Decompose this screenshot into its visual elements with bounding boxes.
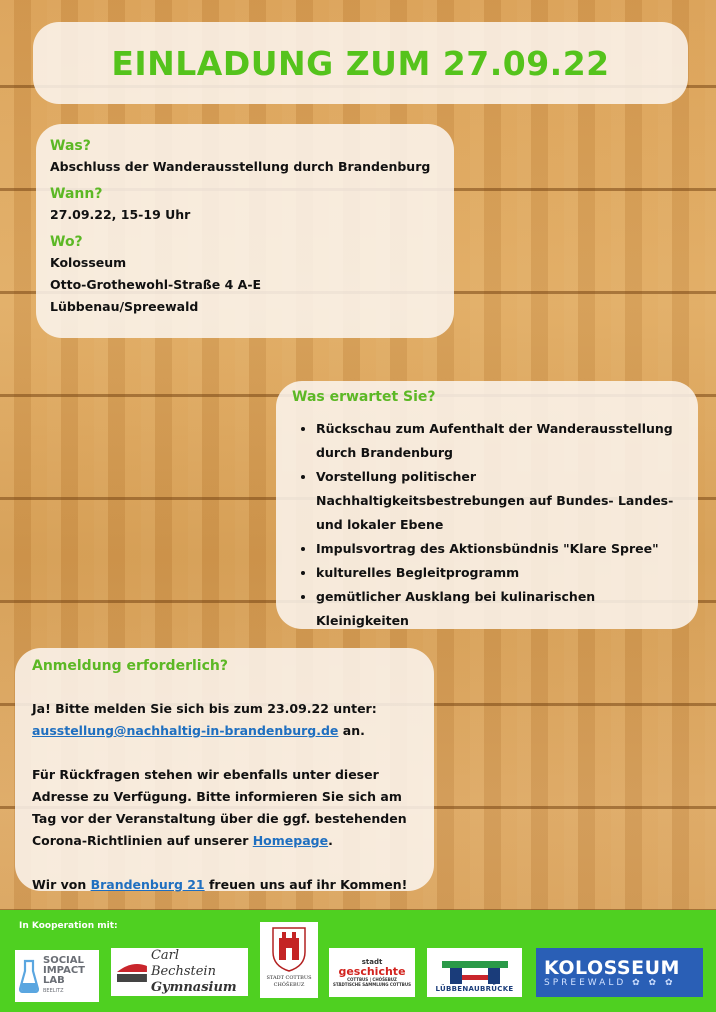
email-suffix: an. [338,723,365,738]
registration-line: Ja! Bitte melden Sie sich bis zum 23.09.22 unter: [32,701,377,716]
questions-text [32,764,417,852]
bridge-icon [440,959,510,985]
list-item: • Rückschau zum Aufenthalt der Wanderausstellung durch Brandenburg [316,417,682,465]
where-block [50,232,440,318]
list-item: • Impulsvortrag des Aktionsbündnis "Klare Spree" [316,537,682,561]
title-panel [33,22,688,104]
carl-bechstein-logo: Carl Bechstein Gymnasium [111,948,248,996]
social-impact-lab-logo: SOCIAL IMPACT LAB BEELITZ [15,950,99,1002]
flask-icon [19,959,39,993]
page-title: EINLADUNG ZUM 27.09.22 [111,43,610,83]
closing-end: freuen uns auf ihr Kommen! [204,877,408,892]
email-link[interactable]: ausstellung@nachhaltig-in-brandenburg.de [32,723,339,738]
kolosseum-spreewald-logo: KOLOSSEUM SPREEWALD ✿ ✿ ✿ [536,948,703,997]
closing-text [32,874,417,896]
cooperation-label: In Kooperation mit: [19,921,118,931]
registration-heading: Anmeldung erforderlich? [32,658,228,674]
where-line: Lübbenau/Spreewald [50,299,199,314]
event-info-panel [36,124,454,338]
star-icon: ✿ ✿ ✿ [632,977,676,988]
when-label: Wann? [50,186,103,202]
list-item: • Vorstellung politischer Nachhaltigkeitsbestrebungen auf Bundes- Landes- und lokaler Ebene [316,465,682,537]
list-item: • kulturelles Begleitprogramm [316,561,682,585]
registration-text [32,698,417,742]
expectations-list [292,417,682,633]
what-label: Was? [50,138,91,154]
expectations-panel [276,381,698,629]
brandenburg21-link[interactable]: Brandenburg 21 [90,877,205,892]
bechstein-emblem-icon [117,962,147,982]
coat-of-arms-icon [271,926,307,972]
where-line: Kolosseum [50,255,127,270]
closing-start: Wir von [32,877,91,892]
when-block [50,184,440,226]
stadtgeschichte-logo: stadt geschichte COTTBUS | CHÓŠEBUZ STÄDTISCHE SAMMLUNG COTTBUS [329,948,415,997]
where-label: Wo? [50,234,83,250]
questions-end: . [328,833,333,848]
what-block [50,136,440,178]
luebbenaubruecke-logo: LÜBBENAUBRÜCKE [427,948,522,997]
where-line: Otto-Grothewohl-Straße 4 A-E [50,277,262,292]
registration-panel [15,648,434,891]
list-item: • gemütlicher Ausklang bei kulinarischen Kleinigkeiten [316,585,682,633]
what-text: Abschluss der Wanderausstellung durch Brandenburg [50,159,431,174]
stadt-cottbus-logo: STADT COTTBUS CHÓŠEBUZ [260,922,318,998]
expectations-heading: Was erwartet Sie? [292,389,436,405]
when-text: 27.09.22, 15-19 Uhr [50,207,191,222]
questions-line: Für Rückfragen stehen wir ebenfalls unter dieser Adresse zu Verfügung. Bitte informieren Sie sich am Tag vor der Veranstaltung über die ggf. bestehenden Corona-Richtlinien auf unserer [32,767,407,848]
homepage-link[interactable]: Homepage [252,833,329,848]
